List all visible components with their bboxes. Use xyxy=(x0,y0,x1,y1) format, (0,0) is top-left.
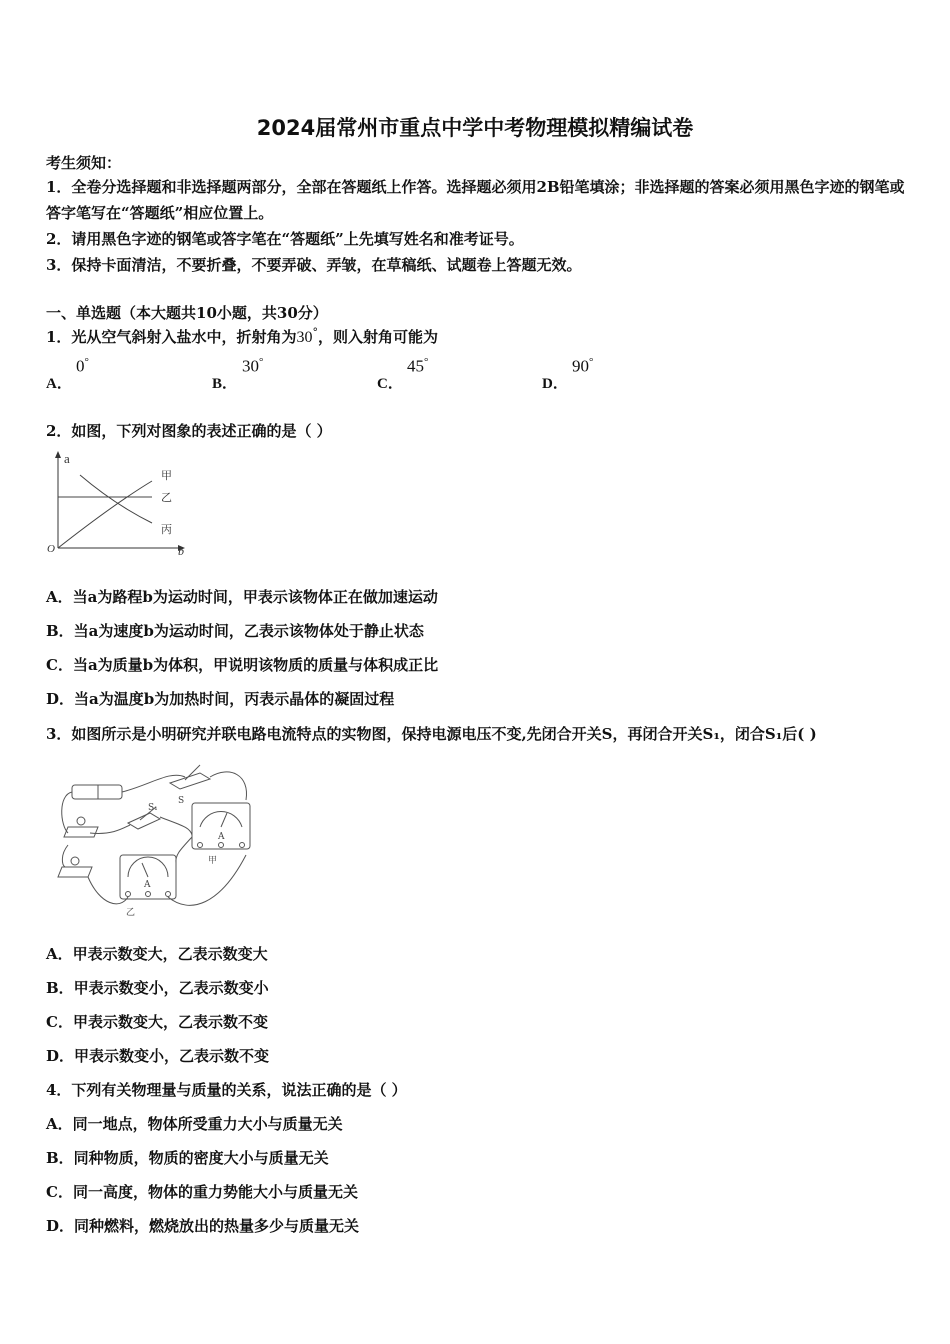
q1-option-b-value: 30° xyxy=(242,356,264,376)
page-title: 2024届常州市重点中学中考物理模拟精编试卷 xyxy=(256,116,694,140)
notice-item-1: 1．全卷分选择题和非选择题两部分，全部在答题纸上作答。选择题必须用2B铅笔填涂；非选择题的答案必须用黑色字迹的钢笔或答字笔写在“答题纸”相应位置上。 xyxy=(46,178,905,222)
q3-label-jia: 甲 xyxy=(208,856,218,866)
q3-label-s1: S₁ xyxy=(148,803,158,813)
q3-label-yi: 乙 xyxy=(126,908,136,918)
section-heading: 一、单选题（本大题共10小题，共30分） xyxy=(46,304,328,322)
q3-battery xyxy=(72,785,122,799)
q3-bulb-2 xyxy=(58,867,92,877)
notice-item-2: 2．请用黑色字迹的钢笔或答字笔在“答题纸”上先填写姓名和准考证号。 xyxy=(46,230,524,248)
q4-option-d[interactable]: D．同种燃料，燃烧放出的热量多少与质量无关 xyxy=(46,1217,360,1235)
q1-stem-suffix: ，则入射角可能为 xyxy=(317,328,438,346)
q2-line-jia xyxy=(58,481,152,548)
q1-option-c-label: C． xyxy=(377,376,403,392)
q2-option-d[interactable]: D．当a为温度b为加热时间，丙表示晶体的凝固过程 xyxy=(46,690,395,708)
q3-option-d[interactable]: D．甲表示数变小，乙表示数不变 xyxy=(46,1047,270,1065)
q3-stem: 3．如图所示是小明研究并联电路电流特点的实物图，保持电源电压不变,先闭合开关S，再闭合开关S₁，闭合S₁后( ) xyxy=(46,725,817,743)
q3-label-amp-1: A xyxy=(218,832,225,842)
q4-stem: 4．下列有关物理量与质量的关系，说法正确的是（ ） xyxy=(46,1081,407,1099)
q4-option-b[interactable]: B．同种物质，物质的密度大小与质量无关 xyxy=(46,1149,329,1167)
q1-stem xyxy=(46,326,438,347)
q1-options xyxy=(46,356,646,396)
q2-label-bing: 丙 xyxy=(161,523,172,536)
q1-option-a-label: A． xyxy=(46,376,72,392)
q1-option-a-value: 0° xyxy=(76,356,89,376)
q1-angle: 30 xyxy=(296,329,313,346)
q4-option-c[interactable]: C．同一高度，物体的重力势能大小与质量无关 xyxy=(46,1183,358,1201)
q2-line-bing xyxy=(80,475,152,523)
q3-label-s: S xyxy=(178,796,185,806)
q3-circuit-figure xyxy=(50,755,260,920)
q1-option-d-value: 90° xyxy=(572,356,594,376)
q4-option-a[interactable]: A．同一地点，物体所受重力大小与质量无关 xyxy=(46,1115,343,1133)
q1-option-c-value: 45° xyxy=(407,356,429,376)
q3-option-b[interactable]: B．甲表示数变小，乙表示数变小 xyxy=(46,979,269,997)
q3-switch-s1 xyxy=(128,813,160,829)
q1-option-d-label: D． xyxy=(542,376,568,392)
q2-label-jia: 甲 xyxy=(161,469,172,482)
q3-option-a[interactable]: A．甲表示数变大，乙表示数变大 xyxy=(46,945,268,963)
q2-option-a[interactable]: A．当a为路程b为运动时间，甲表示该物体正在做加速运动 xyxy=(46,588,438,606)
q3-bulb-1 xyxy=(64,827,98,837)
q2-graph xyxy=(44,448,194,558)
q2-origin-label: O xyxy=(47,543,55,555)
notice-item-3: 3．保持卡面清洁，不要折叠，不要弄破、弄皱，在草稿纸、试题卷上答题无效。 xyxy=(46,256,582,274)
q2-option-c[interactable]: C．当a为质量b为体积，甲说明该物质的质量与体积成正比 xyxy=(46,656,439,674)
q3-label-amp-2: A xyxy=(144,880,151,890)
q3-option-c[interactable]: C．甲表示数变大，乙表示数不变 xyxy=(46,1013,268,1031)
q2-label-yi: 乙 xyxy=(161,491,172,504)
q1-degree: ° xyxy=(312,326,318,339)
notice-heading: 考生须知： xyxy=(46,154,122,172)
q1-option-b-label: B． xyxy=(212,376,238,392)
q2-x-label: b xyxy=(178,544,184,558)
q2-stem: 2．如图，下列对图象的表述正确的是（ ） xyxy=(46,422,332,440)
q2-y-label: a xyxy=(64,451,70,466)
q2-option-b[interactable]: B．当a为速度b为运动时间，乙表示该物体处于静止状态 xyxy=(46,622,424,640)
q1-stem-prefix: 1．光从空气斜射入盐水中，折射角为 xyxy=(46,328,297,346)
q2-y-arrow xyxy=(55,451,61,458)
